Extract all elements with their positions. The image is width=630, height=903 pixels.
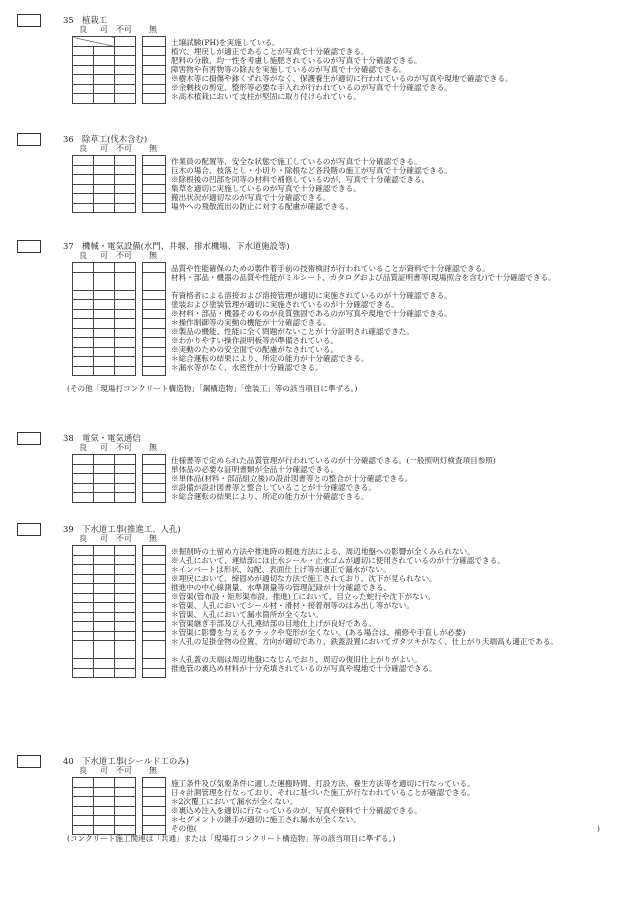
section-title: 36 除草工(伐木含む)	[63, 134, 148, 144]
criterion: ＊操作制御等の実動の機能が十分確認できる。	[171, 318, 331, 327]
criteria-list	[171, 547, 630, 673]
section-title: 39 下水道工事(推進工、人孔)	[63, 524, 181, 534]
criterion: ※人孔において、連結部には止水シール・止水ゴムが適切に使用されているのが十分確認できる。	[171, 556, 505, 565]
criterion: ＊管渠、人孔においてシール材・滑材・接着剤等のはみ出し等がない。	[171, 601, 414, 610]
section-title: 40 下水道工事(シールド工のみ)	[63, 756, 189, 766]
criterion-other[interactable]: その他(	[171, 824, 197, 833]
score-box-36[interactable]	[17, 133, 41, 146]
rating-grid	[72, 155, 166, 213]
criterion: 単体品の必要な証明書類が全品十分確認できる。	[171, 465, 339, 474]
rating-grid	[72, 36, 166, 104]
criterion: 植穴、埋戻しが適正であることが写真で十分確認できる。	[171, 47, 369, 56]
criterion: ※除根後の凹部を同等の材料で補修しているのが、写真で十分確認できる。	[171, 175, 430, 184]
criterion: 場外への飛散流出の防止に対する配慮が確認できる。	[171, 202, 354, 211]
criterion: ＊管渠、人孔において漏水箇所が全くない。	[171, 610, 323, 619]
criterion: 障害物や有害物等の除去を実施しているのが写真で十分確認できる。	[171, 65, 407, 74]
section-title: 38 電気・電気通信	[63, 433, 141, 443]
col-fair: 可	[100, 25, 108, 34]
criterion: ＊人孔の足掛金物の位置、方向が適切であり、鉄蓋設置においてガタツキがなく、仕上がり天端高も適正である。	[171, 637, 558, 646]
section-title: 37 機械・電気設備(水門、井堰、排水機場、下水道施設等)	[63, 241, 290, 251]
criterion: 集草を適切に実施しているのが写真で十分確認できる。	[171, 184, 361, 193]
criterion: ※余剰枝の剪定、整形等必要な手入れが行われているのが写真で十分確認できる。	[171, 83, 452, 92]
criterion: 作業員の配置等、安全な状態で施工しているのが写真で十分確認できる。	[171, 157, 422, 166]
rating-grid	[72, 262, 166, 376]
rating-grid	[72, 454, 166, 503]
criterion: ＊漏水等がなく、水密性が十分確認できる。	[171, 363, 323, 372]
criterion: ＊管渠に影響を与えるクラックや変形が全くない。(ある場合は、補修や手直しが必要)	[171, 628, 466, 637]
criteria-list	[171, 779, 475, 833]
criterion: ＊高木植栽において支柱が堅固に取り付けられている。	[171, 92, 361, 101]
criterion: ＊セグメントの継手が適切に施工され漏水が全くない。	[171, 815, 361, 824]
criterion: ※実動のための安全面での配慮がなされている。	[171, 345, 339, 354]
criteria-list	[171, 157, 452, 211]
criterion: ※単体品(材料・部品組立後)の設計図書等との整合が十分確認できる。	[171, 474, 413, 483]
criterion: 施工条件及び気象条件に適した運搬時間、打設方法、養生方法等を適切に行なっている。	[171, 779, 475, 788]
col-poor: 不可	[116, 25, 132, 34]
col-none: 無	[149, 25, 157, 34]
criterion: 仕様書等で定められた品質管理が行われているのが十分確認できる。(一般照明灯検査項目参照)	[171, 456, 496, 465]
criterion: ※材料・部品・機器そのものが良質強固であるのが写真や現地で十分確認できる。	[171, 309, 452, 318]
criterion: ＊インバートは形状、勾配、表面仕上げ等が適正で漏水がない。	[171, 565, 391, 574]
criterion: ＊管渠継ぎ手部及び人孔連結部の目地仕上げが良好である。	[171, 619, 377, 628]
criterion: ※わかりやすい操作説明板等が準備されている。	[171, 336, 339, 345]
criterion: ＊総合運転の結果により、所定の能力が十分確認できる。	[171, 492, 369, 501]
criterion: 有資格者による溶接および溶接管理が適切に実施されているのが十分確認できる。	[171, 291, 452, 300]
section-title: 35 植栽工	[63, 15, 108, 25]
rating-grid	[72, 777, 166, 835]
criterion: ※裏込め注入を適切に行なっているのが、写真や資料で十分確認できる。	[171, 806, 422, 815]
criterion: ＊2次覆工において漏水が全くない。	[171, 797, 298, 806]
score-box-35[interactable]	[17, 14, 41, 27]
criterion: ＊人孔蓋の天端は周辺地盤になじんでおり、周辺の復旧仕上がりがよい。	[171, 655, 422, 664]
section-note: (コンクリート施工関連は「共通」または「現場打コンクリート構造物」等の該当項目に準ずる。)	[67, 834, 396, 843]
criterion: ※製品の機能、性能に全く問題がないことが十分証明され確認できた。	[171, 327, 414, 336]
rating-grid	[72, 545, 166, 678]
evaluation-checklist-page: 35 植栽工 良 可 不可 無 土壌試験(PH)を実施している。 植穴、埋戻しが適正であることが写真で十分確認できる。 肥料の分散、均一性を考慮し施肥されているのが写真で十分確認できる。 障害物や有害物等の除去を実施しているのが写真で十分確認できる。 ※樹木等に損傷や鉢くずれ等がなく、保護養生が適切に行われているのが写真や現地で確認できる。 ※余剰枝の剪定、整形等必要な手入れが行われているのが写真で十分確認できる。 ＊高木植栽において支柱が堅固に取り付けられている。 36 除草工(伐木含む) 良 可 不可 無 作業員の配置等、安全な状態で施工しているのが写真で十分確認できる。 巨木の場合、枝落とし・小切り・除根など各段階の施工が写真で十分確認できる。 ※除根後の凹部を同等の材料で補修しているのが、写真で十分確認できる。 集草を適切に実施しているのが写真で十分確認できる。 搬出状況が適切なのが写真で十分確認できる。 場外への飛散流出の防止に対する配慮が確認できる。 37 機械・電気設備(水門、井堰、排水機場、下水道施設等) 良 可 不可 無 品質や性能確保のための製作着手前の技術検討が行われていることが資料で十分確認できる。 材料・部品・機器の品質や性能がミルシート、カタログおよび品質証明書等(現場照合を含む)で十分確認できる。 有資格者による溶接および溶接管理が適切に実施されているのが十分確認できる。 塗装および塗装管理が適切に実施されているのが十分確認できる。 ※材料・部品・機器そのものが良質強固であるのが写真や現地で十分確認できる。 ＊操作制御等の実動の機能が十分確認できる。 ※製品の機能、性能に全く問題がないことが十分証明され確認できた。 ※わかりやすい操作説明板等が準備されている。 ※実動のための安全面での配慮がなされている。 ＊総合運転の結果により、所定の能力が十分確認できる。 ＊漏水等がなく、水密性が十分確認できる。 (その他「現場打コンクリート構造物」「鋼構造物」「塗装工」等の該当項目に準ずる。) 38 電気・電気通信 良 可 不可 無 仕様書等で定められた品質管理が行われているのが十分確認できる。(一般照明灯検査項目参照) 単体品の必要な証明書類が全品十分確認できる。 ※単体品(材料・部品組立後)の設計図書等との整合が十分確認できる。 ※設備が設計図書等と整合していることが十分確認できる。 ＊総合運転の結果により、所定の能力が十分確認できる。 39 下水道工事(推進工、人孔) 良 可 不可 無 ※掘削時の土留め方法や推進時の掘進方法による、周辺地盤への影響が全くみられない。 ※人孔において、連結部には止水シール・止水ゴムが適切に使用されているのが十分確認できる。 ＊インバートは形状、勾配、表面仕上げ等が適正で漏水がない。 ※埋戻において、締固めが適切な方法で施工されており、沈下が見られない。 推進中の中心線測量、水準測量等の管理記録が十分確認できる。 ※管渠(管布設・矩形渠布設、推進)工において、目立った蛇行や沈下がない。 ＊管渠、人孔においてシール材・滑材・接着剤等のはみ出し等がない。 ＊管渠、人孔において漏水箇所が全くない。 ＊管渠継ぎ手部及び人孔連結部の目地仕上げが良好である。 ＊管渠に影響を与えるクラックや変形が全くない。(ある場合は、補修や手直しが必要) ＊人孔の足掛金物の位置、方向が適切であり、鉄蓋設置においてガタツキがなく、仕上がり天端高も適正である。 ＊人孔蓋の天端は周辺地盤になじんでおり、周辺の復旧仕上がりがよい。 推進管の裏込め材料が十分充填されているのが写真や現地で十分確認できる。 40 下水道工事(シールド工のみ) 良 可 不可 無 施工条件及び気象条件に適した運搬時間、打設方法、養生方法等を適切に行なっている。 日々計測管理を行なっており、それに基づいた施工が行なわれていることが確認できる。 ＊2次覆工において漏水が全くない。 ※裏込め注入を適切に行なっているのが、写真や資料で十分確認できる。 ＊セグメントの継手が適切に施工され漏水が全くない。 その他( ) (コンクリート施工関連は「共通」または「現場打コンクリート構造物」等の該当項目に準ずる。)	[0, 0, 630, 903]
criterion: 日々計測管理を行なっており、それに基づいた施工が行なわれていることが確認できる。	[171, 788, 475, 797]
criterion: ※管渠(管布設・矩形渠布設、推進)工において、目立った蛇行や沈下がない。	[171, 592, 435, 601]
score-box-38[interactable]	[17, 432, 41, 445]
criteria-list	[171, 38, 513, 101]
criterion: 塗装および塗装管理が適切に実施されているのが十分確認できる。	[171, 300, 399, 309]
criteria-list	[171, 264, 630, 372]
criterion: 材料・部品・機器の品質や性能がミルシート、カタログおよび品質証明書等(現場照合を含む)で十分確認できる。	[171, 273, 556, 282]
score-box-39[interactable]	[17, 523, 41, 536]
other-close-paren: )	[597, 824, 600, 833]
criterion: 搬出状況が適切なのが写真で十分確認できる。	[171, 193, 331, 202]
criterion: ※樹木等に損傷や鉢くずれ等がなく、保護養生が適切に行われているのが写真や現地で確認できる。	[171, 74, 513, 83]
criterion: 推進管の裏込め材料が十分充填されているのが写真や現地で十分確認できる。	[171, 664, 437, 673]
col-good: 良	[79, 25, 87, 34]
criteria-list	[171, 456, 496, 501]
criterion: 巨木の場合、枝落とし・小切り・除根など各段階の施工が写真で十分確認できる。	[171, 166, 452, 175]
criterion: ※掘削時の土留め方法や推進時の掘進方法による、周辺地盤への影響が全くみられない。	[171, 547, 475, 556]
score-box-37[interactable]	[17, 240, 41, 253]
criterion: 土壌試験(PH)を実施している。	[171, 38, 280, 47]
score-box-40[interactable]	[17, 755, 41, 768]
criterion: 肥料の分散、均一性を考慮し施肥されているのが写真で十分確認できる。	[171, 56, 422, 65]
criterion: 品質や性能確保のための製作着手前の技術検討が行われていることが資料で十分確認できる。	[171, 264, 490, 273]
criterion: ※設備が設計図書等と整合していることが十分確認できる。	[171, 483, 377, 492]
criterion: 推進中の中心線測量、水準測量等の管理記録が十分確認できる。	[171, 583, 392, 592]
criterion: ※埋戻において、締固めが適切な方法で施工されており、沈下が見られない。	[171, 574, 437, 583]
criterion: ＊総合運転の結果により、所定の能力が十分確認できる。	[171, 354, 369, 363]
section-note: (その他「現場打コンクリート構造物」「鋼構造物」「塗装工」等の該当項目に準ずる。)	[67, 384, 358, 393]
